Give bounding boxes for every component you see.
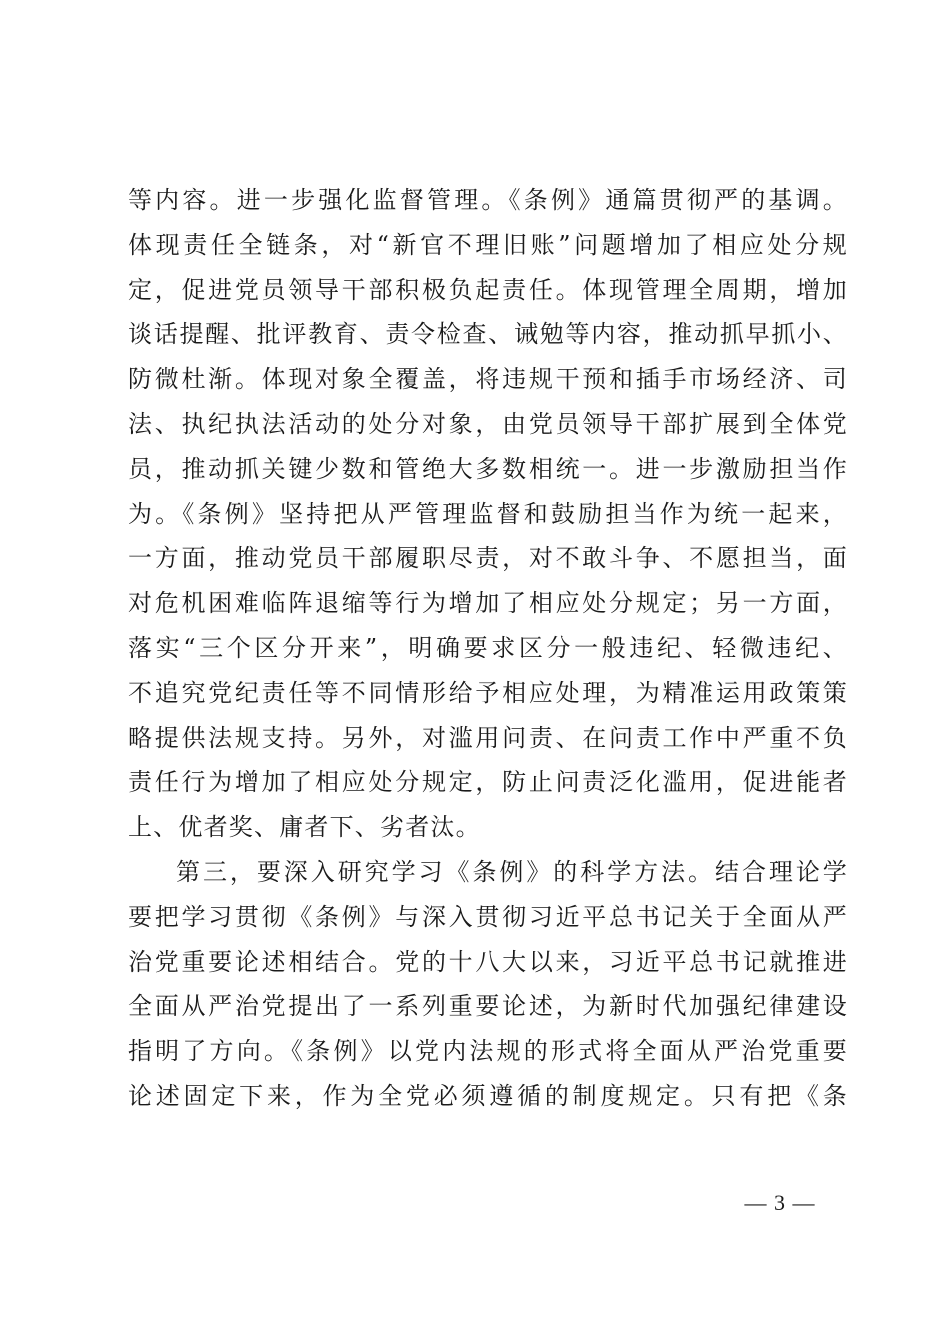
text-line: 为。《条例》坚持把从严管理监督和鼓励担当作为统一起来， <box>128 499 848 528</box>
text-line: 体现责任全链条，对“新官不理旧账”问题增加了相应处分规 <box>128 230 848 259</box>
text-line: 不追究党纪责任等不同情形给予相应处理，为精准运用政策策 <box>128 678 848 707</box>
body-text <box>128 178 848 1119</box>
text-line: 落实“三个区分开来”，明确要求区分一般违纪、轻微违纪、 <box>128 633 848 662</box>
text-line: 论述固定下来，作为全党必须遵循的制度规定。只有把《条 <box>128 1081 848 1110</box>
paragraph-end-line: 上、优者奖、庸者下、劣者汰。 <box>128 813 481 842</box>
paragraph-start-line: 第三，要深入研究学习《条例》的科学方法。结合理论学 <box>176 857 848 886</box>
text-line: 治党重要论述相结合。党的十八大以来，习近平总书记就推进 <box>128 947 848 976</box>
text-line: 法、执纪执法活动的处分对象，由党员领导干部扩展到全体党 <box>128 409 848 438</box>
text-line: 责任行为增加了相应处分规定，防止问责泛化滥用，促进能者 <box>128 768 848 797</box>
text-line: 要把学习贯彻《条例》与深入贯彻习近平总书记关于全面从严 <box>128 902 848 931</box>
text-line: 指明了方向。《条例》以党内法规的形式将全面从严治党重要 <box>128 1037 848 1066</box>
text-line: 员，推动抓关键少数和管绝大多数相统一。进一步激励担当作 <box>128 454 848 483</box>
text-line: 对危机困难临阵退缩等行为增加了相应处分规定；另一方面， <box>128 589 848 618</box>
text-line: 防微杜渐。体现对象全覆盖，将违规干预和插手市场经济、司 <box>128 365 848 394</box>
text-line: 定，促进党员领导干部积极负起责任。体现管理全周期，增加 <box>128 275 848 304</box>
text-line: 一方面，推动党员干部履职尽责，对不敢斗争、不愿担当，面 <box>128 544 848 573</box>
text-line: 谈话提醒、批评教育、责令检查、诫勉等内容，推动抓早抓小、 <box>128 320 848 349</box>
text-line: 略提供法规支持。另外，对滥用问责、在问责工作中严重不负 <box>128 723 848 752</box>
text-line: 等内容。进一步强化监督管理。《条例》通篇贯彻严的基调。 <box>128 186 848 214</box>
text-line: 全面从严治党提出了一系列重要论述，为新时代加强纪律建设 <box>128 992 848 1021</box>
page-number: — 3 — <box>744 1190 816 1215</box>
